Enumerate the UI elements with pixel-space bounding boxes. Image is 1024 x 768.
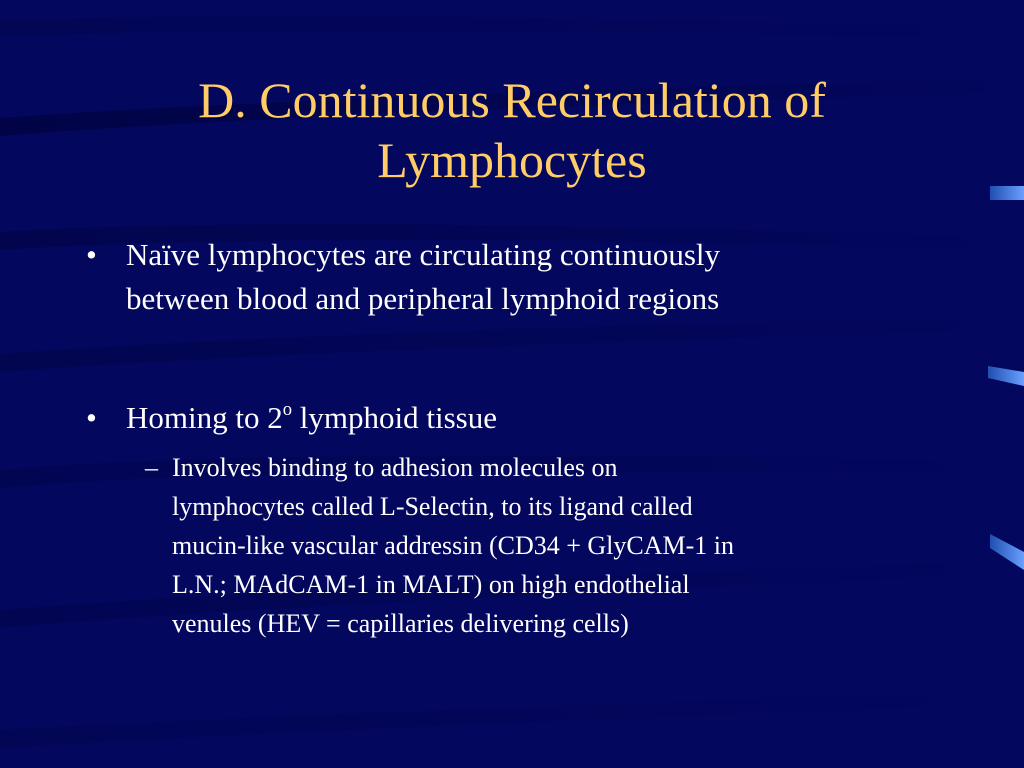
bullet-line: between blood and peripheral lymphoid regions [126,281,720,316]
sub-line: lymphocytes called L-Selectin, to its ligand called [172,492,693,521]
bullet-text-after: lymphoid tissue [292,400,497,435]
bullet-line [126,396,906,440]
sub-line: mucin-like vascular addressin (CD34 + GlyCAM-1 in [172,531,735,560]
sub-line: venules (HEV = capillaries delivering cells) [172,609,629,638]
bullet-text [126,396,906,440]
sub-bullet-text [172,448,932,643]
bullet-marker: • [86,237,97,272]
title-line-1: D. Continuous Recirculation of [198,72,826,128]
bullet-line: Naïve lymphocytes are circulating continuously [126,237,720,272]
bullet-marker: • [86,400,97,435]
sub-line: Involves binding to adhesion molecules on [172,453,618,482]
title-line-2: Lymphocytes [377,132,647,188]
bullet-text-before: Homing to 2 [126,400,283,435]
bullet-text [126,233,906,321]
superscript: o [282,398,293,420]
sub-line: L.N.; MAdCAM-1 in MALT) on high endothelial [172,570,690,599]
sub-bullet-marker: – [145,453,158,482]
